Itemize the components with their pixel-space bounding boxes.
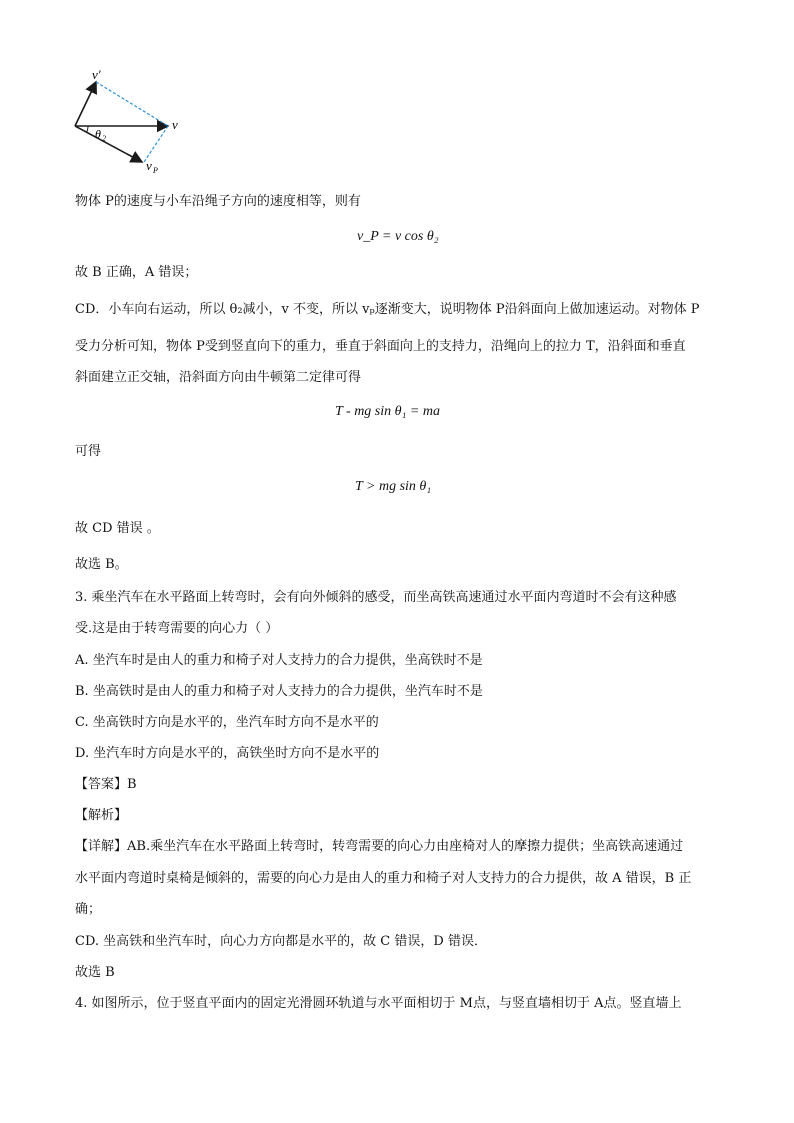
text-line-2: 故 B 正确，A 错误；: [75, 265, 198, 280]
text-line-8: 故选 B。: [75, 557, 128, 572]
theta-label: θ: [95, 127, 101, 141]
v-prime-arrow: [75, 82, 96, 126]
detail-line-4: CD. 坐高铁和坐汽车时，向心力方向都是水平的，故 C 错误，D 错误．: [75, 934, 487, 949]
detail-line-1: 【详解】AB.乘坐汽车在水平路面上转弯时，转弯需要的向心力由座椅对人的摩擦力提供；坐高铁高速通过: [75, 839, 684, 854]
answer-line: 【答案】B: [75, 777, 137, 792]
text-line-4: 受力分析可知，物体 P受到竖直向下的重力，垂直于斜面向上的支持力，沿绳向上的拉力 T，沿斜面和垂直: [75, 339, 686, 354]
theta-label-sub: 2: [102, 134, 106, 143]
text-line-7: 故 CD 错误 。: [75, 521, 160, 536]
text-line-6: 可得: [75, 444, 102, 459]
velocity-decomposition-diagram: [66, 66, 196, 181]
equation-inequality: T > mg sin θ₁: [355, 479, 432, 494]
dashed-line-top: [96, 82, 168, 126]
equation-newton: T - mg sin θ₁ = ma: [335, 404, 440, 419]
theta-arc: [87, 126, 89, 133]
vp-arrow: [75, 126, 142, 162]
question-4-line-1: 4. 如图所示，位于竖直平面内的固定光滑圆环轨道与水平面相切于 M点，与竖直墙相切于 A点。竖直墙上: [75, 996, 682, 1011]
option-b: B. 坐高铁时是由人的重力和椅子对人支持力的合力提供，坐汽车时不是: [75, 684, 483, 699]
text-line-3: CD．小车向右运动，所以 θ₂减小，v 不变，所以 vₚ逐渐变大，说明物体 P沿斜面向上做加速运动。对物体 P: [75, 302, 700, 317]
option-a: A. 坐汽车时是由人的重力和椅子对人支持力的合力提供，坐高铁时不是: [75, 653, 483, 668]
text-line-5: 斜面建立正交轴，沿斜面方向由牛顿第二定律可得: [75, 370, 362, 385]
vp-label-sub: P: [153, 166, 158, 175]
v-prime-label: v′: [92, 67, 101, 82]
option-d: D. 坐汽车时方向是水平的，高铁坐时方向不是水平的: [75, 746, 380, 761]
vp-label: v: [146, 158, 152, 173]
detail-line-3: 确；: [75, 902, 102, 917]
v-label: v: [172, 117, 178, 132]
question-3-line-2: 受.这是由于转弯需要的向心力（ ）: [75, 621, 279, 636]
analysis-heading: 【解析】: [75, 808, 128, 823]
question-3-line-1: 3. 乘坐汽车在水平路面上转弯时，会有向外倾斜的感受，而坐高铁高速通过水平面内弯道时不会有这种感: [75, 590, 677, 605]
option-c: C. 坐高铁时方向是水平的，坐汽车时方向不是水平的: [75, 715, 379, 730]
equation-vp: v_P = v cos θ₂: [357, 229, 439, 244]
detail-line-2: 水平面内弯道时桌椅是倾斜的，需要的向心力是由人的重力和椅子对人支持力的合力提供，故 A 错误，B 正: [75, 871, 692, 886]
text-line-1: 物体 P的速度与小车沿绳子方向的速度相等，则有: [75, 194, 361, 209]
dashed-line-bottom: [144, 126, 168, 162]
detail-line-5: 故选 B: [75, 965, 115, 980]
